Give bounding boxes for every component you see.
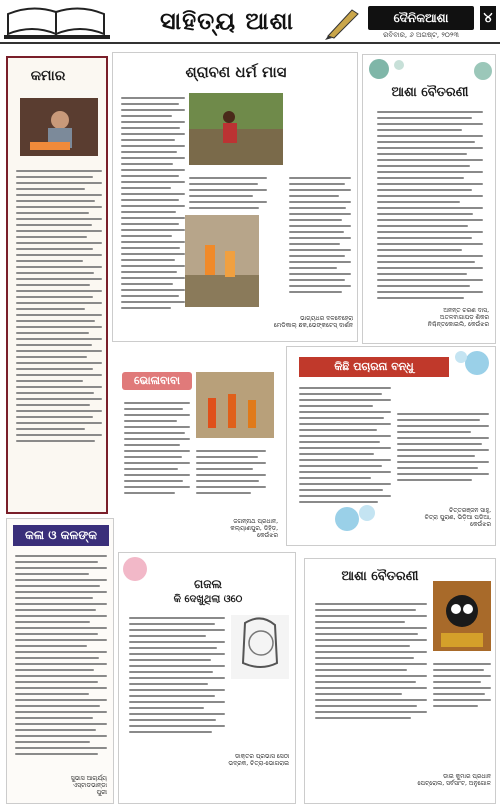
article-body [129, 613, 225, 737]
article-title: କିଛି ପଚାରନା ବନ୍ଧୁ [299, 357, 449, 377]
article-body [299, 383, 391, 507]
article-shravan [112, 52, 358, 342]
article-body [124, 398, 190, 498]
page-title: ସାହିତ୍ୟ ଆଶା [160, 6, 294, 35]
article-author: ସୁଭାସ ଆଚାର୍ଯ୍ୟ ଏସ୍ଟାଡଭାନ୍ଡା ପୁରୀ [70, 775, 107, 796]
article-gajal [118, 552, 296, 804]
article-bholababa [112, 346, 282, 546]
article-title: ଶ୍ରାବଣ ଧର୍ମ ମାସ [185, 63, 287, 81]
pilgrims-photo [196, 372, 274, 438]
article-subtitle: କି ଦେଖୁଥିଲା ଓଠେ [173, 594, 243, 605]
article-body [16, 166, 102, 446]
article-body [189, 173, 267, 213]
article-author: ଚିତ୍ତରଞ୍ଜନ ସାହୁ, ଚିତ୍ରା ପୁରାଣ, ଭିଡ଼ିଆ ପଡ଼ିଆ, କେଉଁଝର [424, 507, 491, 528]
article-asha-baitarani-top [362, 54, 496, 344]
flower-decoration-icon [363, 55, 496, 85]
newspaper-name: ଦୈନିକଆଶା [368, 6, 474, 30]
article-body [289, 173, 351, 297]
flower-decoration-icon [327, 497, 387, 537]
article-title: ଆଶା ବୈତରଣୀ [341, 569, 419, 584]
jagannath-photo [433, 581, 491, 651]
article-title: ଗଜଲ [194, 577, 222, 591]
article-body [196, 446, 266, 498]
article-body [121, 93, 185, 313]
issue-date: ରବିବାର, ୬ ଅଗଷ୍ଟ, ୨୦୨୩ [383, 31, 459, 39]
header-divider [0, 42, 500, 44]
article-title: କଳା ଓ କଳଙ୍କ [13, 525, 109, 546]
open-book-icon [4, 6, 110, 40]
article-title: ଆଶା ବୈତରଣୀ [391, 85, 469, 100]
flower-decoration-icon [447, 347, 496, 381]
article-author: ଭାଗ୍ୟଧର ଦଳବେହେରା ମେଡିକାଲ୍ ଛକ,ଭେଙ୍କଟେସ୍ ଦାର୍ଶନ [273, 315, 353, 329]
article-asha-baitarani-bottom [304, 558, 496, 804]
page-header [0, 0, 500, 44]
woman-sketch [231, 615, 289, 679]
kanwar-pilgrims-photo [185, 215, 259, 307]
article-body [315, 599, 427, 723]
article-title: କମାର [30, 68, 66, 84]
article-kichhi [286, 346, 496, 546]
article-body [433, 659, 491, 711]
article-author: ଡାକ୍ତର ପ୍ରଭାସ ସେଠୀ ଭଦ୍ରକ, ଚିତ୍ରା-ଭୋଗରାଇ [228, 753, 289, 767]
article-body [377, 107, 483, 303]
article-kamara [6, 56, 108, 514]
page-number: ୪ [480, 6, 496, 30]
article-author: ଜଗନ୍ନାଥ ପ୍ରଧାନ, କଲ୍ୟାଣପୁର, ଡିହିଡ଼, କେଉଁଝର [230, 518, 278, 539]
article-title: ଭୋଳାବାବା [122, 372, 192, 390]
article-body [397, 409, 489, 485]
article-author: ଅନନ୍ତ ଚରଣ ଦାସ, ଅତଳବାଗାପଡ଼ ଶିକର ନିଶ୍ଚିନ୍ତକୋଇଲି, କେଉଁଝର [427, 307, 489, 328]
paddy-field-photo [189, 93, 283, 165]
article-author: ଡାଇ କୁମାର ପ୍ରଧାନ ପେଟ୍ରୋଲ, ସର୍ବସାଂଟ, ଅନୁଗୋଳ [417, 773, 491, 787]
article-kala-o-kalanka [6, 518, 114, 804]
fountain-pen-icon [322, 4, 362, 40]
blacksmith-photo [20, 98, 98, 156]
article-body [15, 551, 107, 759]
